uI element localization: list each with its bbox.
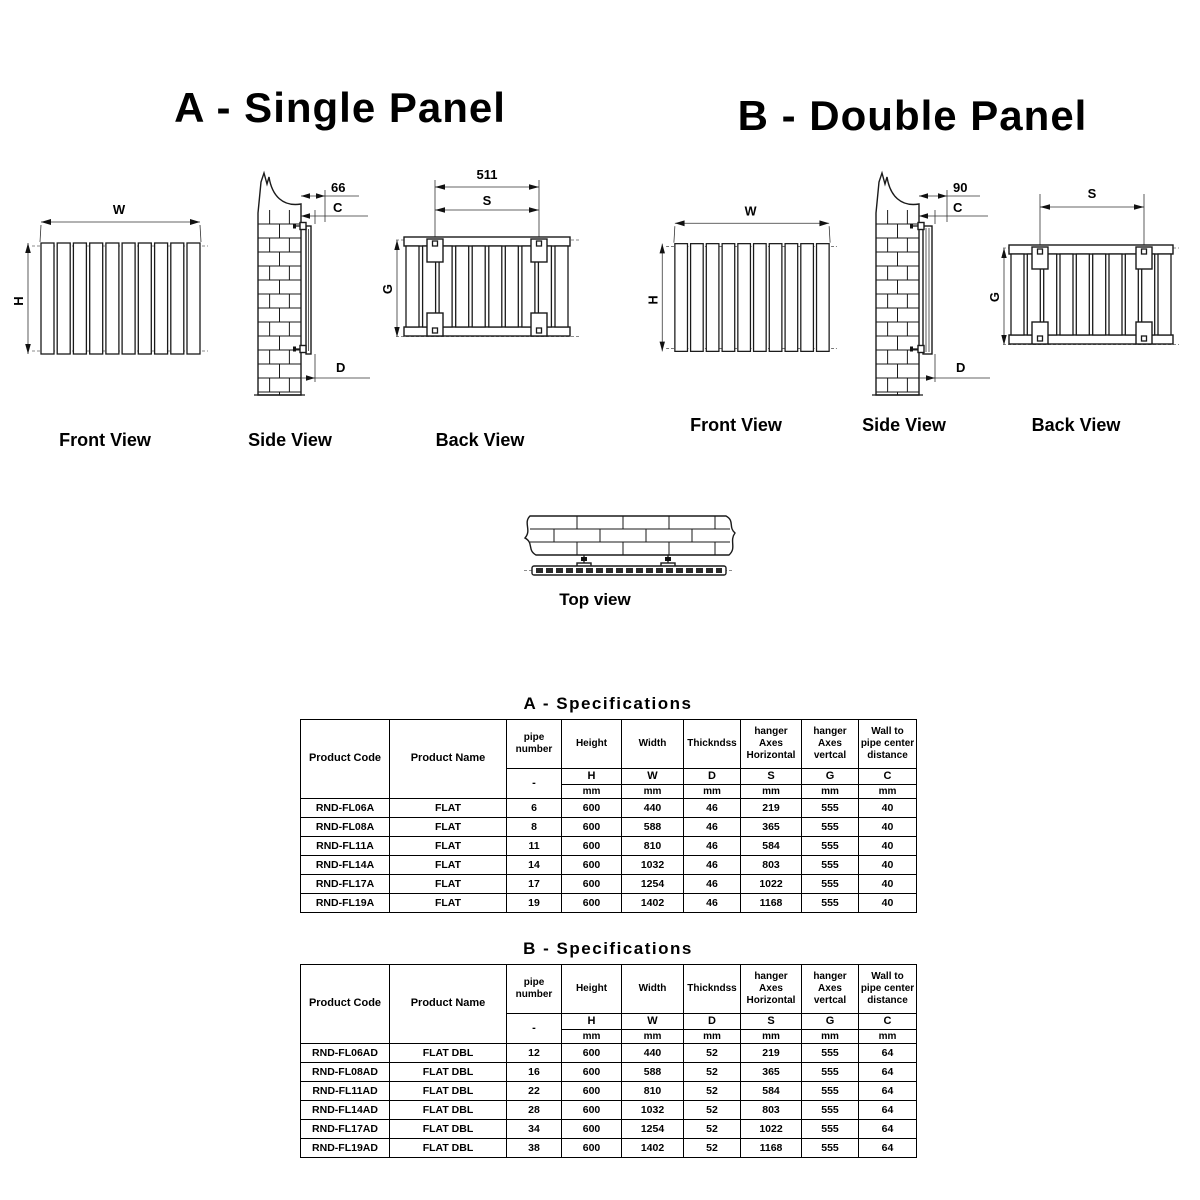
table-row <box>301 1101 917 1120</box>
table-row <box>301 837 917 856</box>
table-cell: RND-FL08AD <box>301 1063 390 1082</box>
unit-cell: mm <box>859 1030 917 1044</box>
table-cell: 52 <box>684 1082 741 1101</box>
figure-b-back-view <box>987 172 1185 387</box>
table-cell: 40 <box>859 799 917 818</box>
symbol-cell: H <box>562 769 622 785</box>
table-cell: 555 <box>802 856 859 875</box>
table-cell: 40 <box>859 818 917 837</box>
dim-label-c: C <box>953 200 963 215</box>
table-cell: 600 <box>562 1082 622 1101</box>
unit-cell: mm <box>562 785 622 799</box>
table-cell: 1032 <box>622 856 684 875</box>
symbol-cell: H <box>562 1014 622 1030</box>
table-cell: RND-FL14AD <box>301 1101 390 1120</box>
hanger-bracket-bottom <box>293 346 306 353</box>
table-cell: 46 <box>684 837 741 856</box>
table-cell: 555 <box>802 1139 859 1158</box>
table-cell: 6 <box>507 799 562 818</box>
spec-section-b <box>300 939 916 1158</box>
symbol-cell: - <box>507 769 562 799</box>
unit-cell: mm <box>859 785 917 799</box>
table-cell: 64 <box>859 1101 917 1120</box>
symbol-cell: G <box>802 1014 859 1030</box>
dim-label-d: D <box>956 360 966 375</box>
figure-b-side-view <box>856 166 998 404</box>
col-header: pipe number <box>507 720 562 769</box>
symbol-cell: C <box>859 769 917 785</box>
table-cell: RND-FL11AD <box>301 1082 390 1101</box>
table-cell: 600 <box>562 1063 622 1082</box>
table-cell: 584 <box>741 837 802 856</box>
table-cell: FLAT <box>390 856 507 875</box>
table-row <box>301 1044 917 1063</box>
table-cell: 440 <box>622 1044 684 1063</box>
table-row <box>301 1063 917 1082</box>
table-row <box>301 818 917 837</box>
table-cell: 600 <box>562 1120 622 1139</box>
label-b-front-view: Front View <box>690 415 782 435</box>
symbol-cell: - <box>507 1014 562 1044</box>
unit-cell: mm <box>741 1030 802 1044</box>
table-cell: 8 <box>507 818 562 837</box>
spec-table-b-title: B - Specifications <box>523 939 693 958</box>
table-cell: 555 <box>802 1082 859 1101</box>
col-header: pipe number <box>507 965 562 1014</box>
radiator-panel-double <box>923 226 932 354</box>
table-cell: 64 <box>859 1063 917 1082</box>
table-cell: 17 <box>507 875 562 894</box>
dim-label-s: S <box>482 193 492 208</box>
table-cell: 40 <box>859 894 917 913</box>
dim-label-h: H <box>646 295 661 305</box>
col-header: hanger Axes Horizontal <box>741 720 802 769</box>
dim-label-h: H <box>11 296 26 306</box>
col-header: Product Name <box>390 965 507 1044</box>
table-cell: 1168 <box>741 1139 802 1158</box>
table-cell: 46 <box>684 894 741 913</box>
table-cell: FLAT DBL <box>390 1044 507 1063</box>
table-cell: FLAT <box>390 799 507 818</box>
table-cell: RND-FL17AD <box>301 1120 390 1139</box>
section-a-title: A - Single Panel <box>174 84 506 131</box>
table-cell: 803 <box>741 1101 802 1120</box>
figure-a-back-view <box>380 160 586 382</box>
dim-label-wall-gap: 66 <box>331 180 346 195</box>
table-cell: RND-FL11A <box>301 837 390 856</box>
table-cell: 64 <box>859 1082 917 1101</box>
hanger-bracket-top <box>293 223 306 230</box>
table-cell: 600 <box>562 1139 622 1158</box>
col-header: hanger Axes Horizontal <box>741 965 802 1014</box>
table-cell: 555 <box>802 875 859 894</box>
table-cell: 600 <box>562 799 622 818</box>
table-cell: 600 <box>562 1044 622 1063</box>
table-row <box>301 1139 917 1158</box>
table-cell: 46 <box>684 799 741 818</box>
dim-label-g: G <box>987 291 1002 303</box>
col-header: Product Code <box>301 720 390 799</box>
figure-a-front-view <box>11 198 223 366</box>
label-b-back-view: Back View <box>1031 415 1121 435</box>
table-cell: 1022 <box>741 1120 802 1139</box>
table-row <box>301 875 917 894</box>
table-cell: FLAT <box>390 837 507 856</box>
table-cell: FLAT DBL <box>390 1082 507 1101</box>
symbol-cell: C <box>859 1014 917 1030</box>
table-cell: 19 <box>507 894 562 913</box>
table-cell: 555 <box>802 837 859 856</box>
table-cell: 12 <box>507 1044 562 1063</box>
table-cell: 22 <box>507 1082 562 1101</box>
table-cell: RND-FL08A <box>301 818 390 837</box>
table-cell: 40 <box>859 875 917 894</box>
table-cell: 810 <box>622 1082 684 1101</box>
table-cell: RND-FL19A <box>301 894 390 913</box>
table-cell: FLAT <box>390 875 507 894</box>
table-cell: RND-FL17A <box>301 875 390 894</box>
label-a-back-view: Back View <box>435 430 525 450</box>
unit-cell: mm <box>684 785 741 799</box>
table-cell: 34 <box>507 1120 562 1139</box>
unit-cell: mm <box>802 785 859 799</box>
table-cell: 64 <box>859 1139 917 1158</box>
table-cell: 1254 <box>622 1120 684 1139</box>
symbol-cell: S <box>741 1014 802 1030</box>
dim-label-g: G <box>380 283 395 295</box>
spec-table-b <box>300 964 917 1158</box>
col-header: Wall to pipe center distance <box>859 720 917 769</box>
symbol-cell: G <box>802 769 859 785</box>
unit-cell: mm <box>684 1030 741 1044</box>
dim-label-w: W <box>744 204 757 219</box>
table-cell: FLAT DBL <box>390 1139 507 1158</box>
table-cell: 1022 <box>741 875 802 894</box>
col-header: Thickndss <box>684 720 741 769</box>
table-cell: RND-FL14A <box>301 856 390 875</box>
table-cell: 440 <box>622 799 684 818</box>
unit-cell: mm <box>802 1030 859 1044</box>
table-cell: 555 <box>802 1101 859 1120</box>
dim-label-d: D <box>336 360 346 375</box>
table-cell: 46 <box>684 856 741 875</box>
col-header: Product Name <box>390 720 507 799</box>
table-cell: 46 <box>684 875 741 894</box>
table-cell: FLAT DBL <box>390 1120 507 1139</box>
label-top-view: Top view <box>559 590 631 609</box>
table-cell: 52 <box>684 1063 741 1082</box>
dim-label-c: C <box>333 200 343 215</box>
table-cell: 803 <box>741 856 802 875</box>
symbol-cell: W <box>622 769 684 785</box>
section-b-title: B - Double Panel <box>737 92 1088 139</box>
table-row <box>301 894 917 913</box>
dim-label-s: S <box>1087 186 1097 201</box>
symbol-cell: D <box>684 769 741 785</box>
table-cell: 46 <box>684 818 741 837</box>
table-cell: 600 <box>562 856 622 875</box>
table-cell: FLAT DBL <box>390 1063 507 1082</box>
table-cell: 52 <box>684 1139 741 1158</box>
col-header: Product Code <box>301 965 390 1044</box>
table-cell: 219 <box>741 799 802 818</box>
table-cell: 38 <box>507 1139 562 1158</box>
table-cell: 52 <box>684 1101 741 1120</box>
table-row <box>301 799 917 818</box>
col-header: hanger Axes vertcal <box>802 965 859 1014</box>
table-cell: 64 <box>859 1120 917 1139</box>
col-header: Height <box>562 720 622 769</box>
dim-label-wall-gap: 90 <box>953 180 968 195</box>
hanger-bolts <box>577 555 675 567</box>
table-cell: 365 <box>741 818 802 837</box>
table-cell: 64 <box>859 1044 917 1063</box>
table-cell: 1402 <box>622 894 684 913</box>
table-cell: 810 <box>622 837 684 856</box>
table-cell: FLAT DBL <box>390 1101 507 1120</box>
radiator-slats <box>675 244 829 352</box>
table-cell: 16 <box>507 1063 562 1082</box>
symbol-cell: W <box>622 1014 684 1030</box>
spec-table-a-title: A - Specifications <box>523 694 693 713</box>
table-cell: 40 <box>859 856 917 875</box>
col-header: Width <box>622 965 684 1014</box>
figure-b-front-view <box>646 200 852 363</box>
col-header: Thickndss <box>684 965 741 1014</box>
label-b-side-view: Side View <box>862 415 946 435</box>
table-cell: 555 <box>802 894 859 913</box>
table-cell: 600 <box>562 875 622 894</box>
figure-a-side-view <box>238 166 380 404</box>
table-row <box>301 856 917 875</box>
unit-cell: mm <box>622 785 684 799</box>
table-cell: 555 <box>802 1044 859 1063</box>
unit-cell: mm <box>622 1030 684 1044</box>
spec-table-a <box>300 719 917 913</box>
table-cell: 555 <box>802 818 859 837</box>
col-header: Width <box>622 720 684 769</box>
table-row <box>301 1082 917 1101</box>
table-cell: 11 <box>507 837 562 856</box>
table-cell: 1168 <box>741 894 802 913</box>
label-a-front-view: Front View <box>59 430 151 450</box>
table-cell: 1402 <box>622 1139 684 1158</box>
table-cell: FLAT <box>390 818 507 837</box>
col-header: Height <box>562 965 622 1014</box>
table-cell: 40 <box>859 837 917 856</box>
table-cell: 600 <box>562 818 622 837</box>
symbol-cell: S <box>741 769 802 785</box>
table-cell: 584 <box>741 1082 802 1101</box>
dim-label-w: W <box>112 202 126 217</box>
table-cell: RND-FL19AD <box>301 1139 390 1158</box>
table-cell: 219 <box>741 1044 802 1063</box>
table-cell: 555 <box>802 1063 859 1082</box>
figure-top-view <box>500 508 740 600</box>
unit-cell: mm <box>741 785 802 799</box>
table-cell: 600 <box>562 894 622 913</box>
table-cell: 555 <box>802 799 859 818</box>
table-cell: 28 <box>507 1101 562 1120</box>
table-cell: RND-FL06AD <box>301 1044 390 1063</box>
symbol-cell: D <box>684 1014 741 1030</box>
col-header: hanger Axes vertcal <box>802 720 859 769</box>
table-cell: 14 <box>507 856 562 875</box>
table-cell: RND-FL06A <box>301 799 390 818</box>
table-cell: 600 <box>562 837 622 856</box>
table-cell: 1254 <box>622 875 684 894</box>
unit-cell: mm <box>562 1030 622 1044</box>
label-a-side-view: Side View <box>248 430 332 450</box>
table-cell: 600 <box>562 1101 622 1120</box>
table-cell: 52 <box>684 1120 741 1139</box>
table-row <box>301 1120 917 1139</box>
radiator-slats <box>41 243 200 354</box>
col-header: Wall to pipe center distance <box>859 965 917 1014</box>
table-cell: 555 <box>802 1120 859 1139</box>
table-cell: 588 <box>622 1063 684 1082</box>
spec-section-a <box>300 694 916 913</box>
table-cell: FLAT <box>390 894 507 913</box>
table-cell: 588 <box>622 818 684 837</box>
table-cell: 52 <box>684 1044 741 1063</box>
dim-label-511: 511 <box>476 167 498 182</box>
table-cell: 365 <box>741 1063 802 1082</box>
table-cell: 1032 <box>622 1101 684 1120</box>
